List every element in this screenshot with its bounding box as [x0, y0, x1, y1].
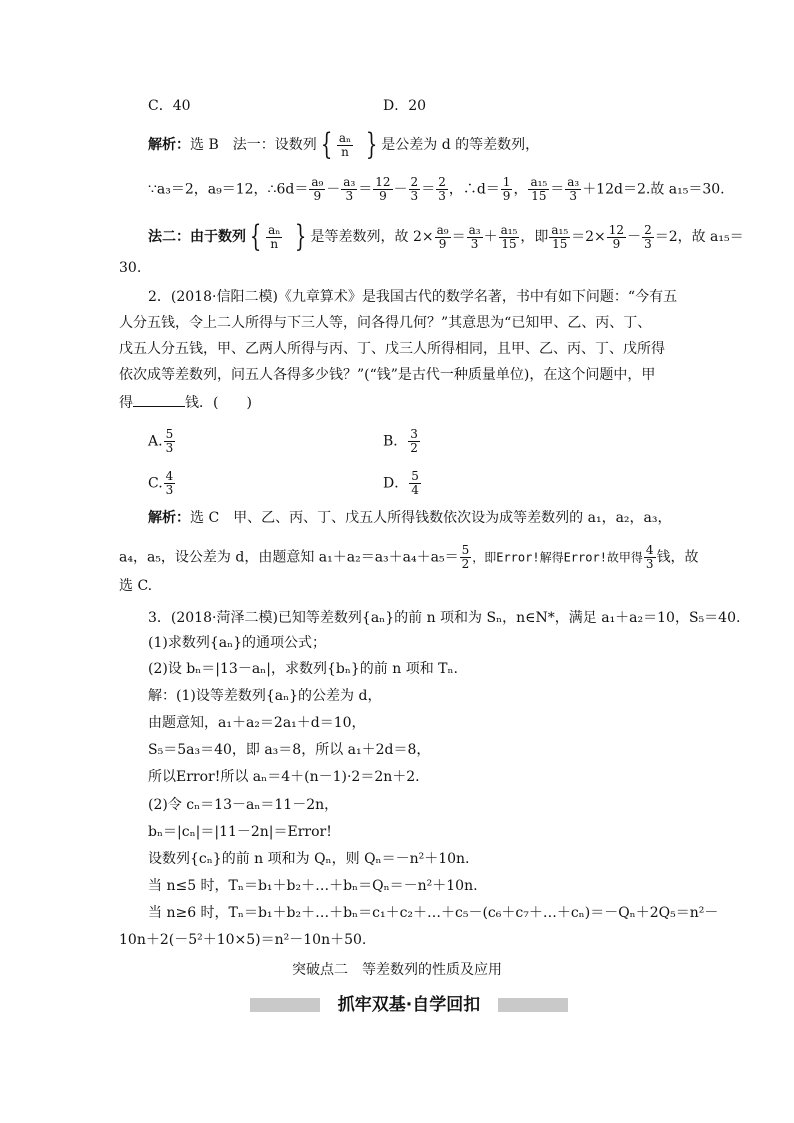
brace: } [366, 127, 378, 162]
q1-solution-text: 选 B 法一：设数列 [190, 137, 317, 153]
fraction: $\frac{4}{3}$ [645, 543, 654, 571]
q3-solution-line4: 所以Error!所以 aₙ＝4＋(n－1)·2＝2n＋2. [148, 769, 420, 785]
q2-option-c: C. $\frac{4}{3}$ [148, 469, 174, 497]
q2-option-b: B． $\frac{3}{2}$ [383, 427, 418, 455]
fraction: $\frac{\text{a₁₅}}{15}$ [500, 222, 518, 251]
fraction: $\frac{3}{2}$ [410, 427, 418, 455]
fraction: $\frac{12}{9}$ [375, 175, 391, 203]
q1-solution-text: ∵a₃＝2，a₉＝12，∴6d＝ [148, 181, 309, 198]
option-d: D．20 [383, 98, 427, 114]
q2-stem-line5: 得 钱．( ) [119, 395, 252, 411]
fraction: $\frac{\text{a₃}}{3}$ [567, 175, 580, 203]
q3-solution-line5: (2)令 cₙ＝13－aₙ＝11－2n， [148, 797, 339, 813]
fraction: $\frac{2}{3}$ [438, 175, 446, 203]
answer-blank [133, 394, 185, 407]
q2-option-d: D． $\frac{5}{4}$ [383, 469, 419, 497]
brace: { [249, 219, 262, 254]
solution-label: 解析： [148, 510, 190, 526]
q1-solution-text: 是公差为 d 的等差数列， [381, 137, 540, 153]
fraction: $\frac{12}{9}$ [608, 222, 625, 251]
q3-solution-line7: 设数列{cₙ}的前 n 项和为 Qₙ，则 Qₙ＝－n²＋10n. [148, 851, 470, 867]
q1-solution-text: ，∴d＝ [448, 181, 500, 198]
fraction: $\frac{\text{a₉}}{9}$ [311, 175, 324, 203]
fraction: $\frac{\text{a₁₅}}{15}$ [530, 175, 548, 203]
fraction: $\frac{4}{3}$ [165, 469, 174, 497]
q1-solution-text: ，即 [520, 229, 549, 245]
section-banner [250, 992, 568, 1018]
q2-solution-line3: 选 C. [119, 578, 153, 594]
brace: } [295, 219, 307, 254]
fraction: $\frac{\text{a₁₅}}{15}$ [551, 222, 569, 251]
fraction: $\frac{2}{3}$ [644, 222, 652, 251]
q1-solution-line3: 法二：由于数列 { $\frac{\text{aₙ}}{n}$ } 是等差数列，故 2× $\frac{\text{a₉}}{9}$ ＝ $\frac{\text{a₃}}{3}$ ＋ $\frac{\text{a₁₅}}{15}$ ，即 $\frac{\text{a₁₅}}{15}$ ＝2× $\frac{12}{9}$ － $\frac{2}{3}$ ＝2，故 a₁₅＝ [148, 219, 744, 254]
fraction: $\frac{5}{4}$ [411, 469, 419, 497]
q3-part1: (1)求数列{aₙ}的通项公式； [148, 635, 327, 651]
q3-solution-line2: 由题意知，a₁＋a₂＝2a₁＋d＝10， [148, 715, 366, 731]
q1-solution-line4: 30. [119, 260, 142, 276]
q1-solution-text: ＝2，故 a₁₅＝ [654, 229, 744, 245]
q2-stem-line3: 戊五人分五钱，甲、乙两人所得与丙、丁、戊三人所得相同，且甲、乙、丙、丁、戊所得 [119, 341, 665, 357]
section-title: 突破点二 等差数列的性质及应用 [292, 962, 502, 978]
q2-solution-line2: a₄，a₅，设公差为 d，由题意知 a₁＋a₂＝a₃＋a₄＋a₅＝ $\frac{5}{2}$ ，即Error!解得Error!故甲得 $\frac{4}{3}$ 钱，故 [119, 543, 699, 571]
q2-option-a: A. $\frac{5}{3}$ [148, 427, 174, 455]
q3-stem-line1: 3．(2018·菏泽二模)已知等差数列{aₙ}的前 n 项和为 Sₙ，n∈N*，满足 a₁＋a₂＝10，S₅＝40. [148, 610, 741, 626]
fraction: $\frac{\text{a₉}}{9}$ [436, 222, 449, 251]
q3-solution-line6: bₙ＝|cₙ|＝|11－2n|＝Error! [148, 824, 332, 840]
q3-solution-line9: 当 n≥6 时，Tₙ＝b₁＋b₂＋…＋bₙ＝c₁＋c₂＋…＋c₅－(c₆＋c₇＋…＋cₙ)＝－Qₙ＋2Q₅＝n²－ [148, 905, 719, 921]
fraction: $\frac{\text{a₃}}{3}$ [468, 222, 481, 251]
fraction: $\frac{5}{2}$ [461, 543, 470, 571]
option-c: C．40 [148, 98, 191, 114]
brace: { [320, 127, 333, 162]
fraction: $\frac{\text{a₃}}{3}$ [343, 175, 356, 203]
q2-stem-line4: 依次成等差数列，问五人各得多少钱？”(“钱”是古代一种质量单位)，在这个问题中，甲 [119, 367, 656, 383]
q1-solution-line2: ∵a₃＝2，a₉＝12，∴6d＝ $\frac{\text{a₉}}{9}$ － $\frac{\text{a₃}}{3}$ ＝ $\frac{12}{9}$ － $\frac{2}{3}$ ＝ $\frac{2}{3}$ ，∴d＝ $\frac{1}{9}$ ， $\frac{\text{a₁₅}}{15}$ ＝ $\frac{\text{a₃}}{3}$ ＋12d＝2.故 a₁₅＝30. [148, 175, 725, 203]
q3-part2: (2)设 bₙ＝|13－aₙ|，求数列{bₙ}的前 n 项和 Tₙ. [148, 661, 458, 677]
fraction: $\frac{2}{3}$ [410, 175, 419, 203]
solution-label: 解析： [148, 137, 190, 153]
fraction: $\frac{1}{9}$ [502, 175, 511, 203]
q3-solution-line8: 当 n≤5 时，Tₙ＝b₁＋b₂＋…＋bₙ＝Qₙ＝－n²＋10n. [148, 878, 478, 894]
q3-solution-line10: 10n＋2(－5²＋10×5)＝n²－10n＋50. [119, 932, 367, 948]
method-two-text: 法二：由于数列 [148, 229, 246, 245]
q3-solution-line1: 解：(1)设等差数列{aₙ}的公差为 d， [148, 688, 382, 704]
fraction-an-n: $\frac{\text{aₙ}}{n}$ [338, 130, 352, 159]
q1-solution-line1 [148, 127, 540, 162]
q2-stem-line2: 人分五钱，令上二人所得与下三人等，问各得几何？”其意思为“已知甲、乙、丙、丁、 [119, 315, 652, 331]
q2-solution-line1: 解析：选 C 甲、乙、丙、丁、戊五人所得钱数依次设为成等差数列的 a₁，a₂，a₃， [148, 510, 672, 526]
banner-text: 抓牢双基·自学回扣 [320, 992, 498, 1018]
q3-solution-line3: S₅＝5a₃＝40，即 a₃＝8，所以 a₁＋2d＝8， [148, 742, 431, 758]
fraction-an-n: $\frac{\text{aₙ}}{n}$ [268, 222, 281, 251]
q1-solution-text: 是等差数列，故 2× [310, 229, 434, 245]
q1-solution-text: ＋12d＝2.故 a₁₅＝30. [582, 181, 725, 198]
fraction: $\frac{5}{3}$ [165, 427, 174, 455]
q2-stem-line1: 2．(2018·信阳二模)《九章算术》是我国古代的数学名著，书中有如下问题：“今有五 [148, 289, 678, 305]
